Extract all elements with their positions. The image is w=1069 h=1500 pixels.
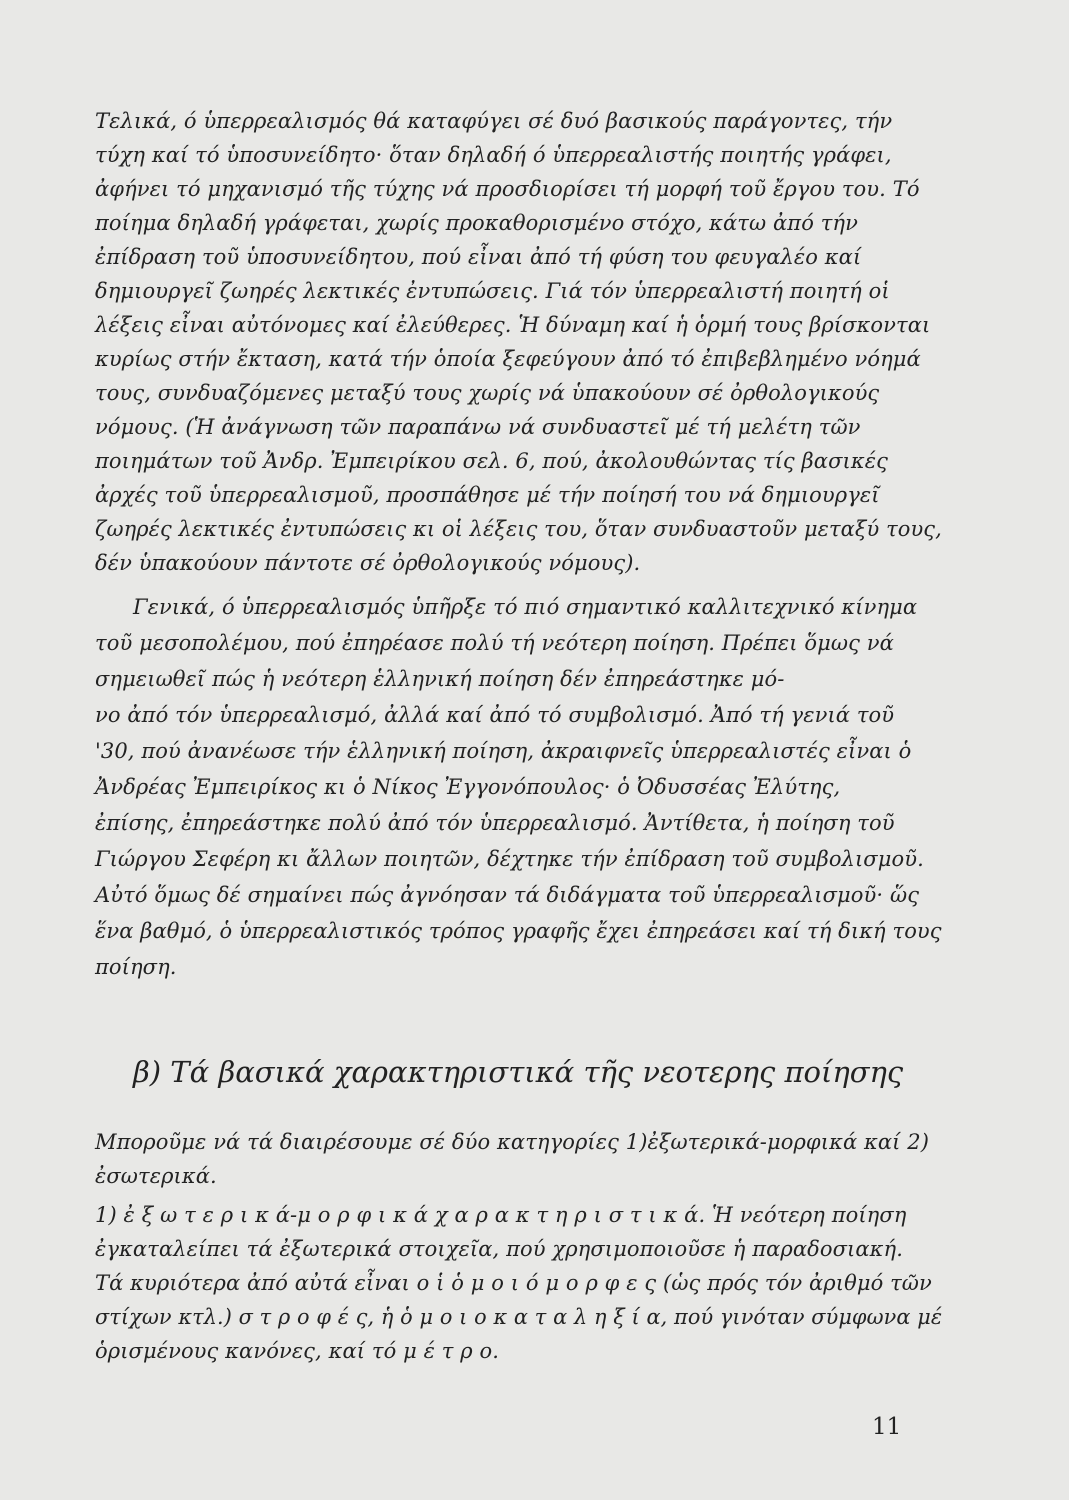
- section-heading: β) Τά βασικά χαρακτηριστικά τῆς νεοτερης ποίησης: [133, 1055, 904, 1089]
- text-line: ἐσωτερικά.: [95, 1164, 217, 1188]
- text-line: λέξεις εἶναι αὐτόνομες καί ἐλεύθερες. Ἡ δύναμη καί ἡ ὁρμή τους βρίσκονται: [95, 313, 931, 337]
- text-line: τύχη καί τό ὑποσυνείδητο· ὅταν δηλαδή ό ὑπερρεαλιστής ποιητής γράφει,: [95, 143, 892, 167]
- text-line: ἐπίδραση τοῦ ὑποσυνείδητου, πού εἶναι ἀπό τή φύση του φευγαλέο καί: [95, 245, 862, 269]
- text-line: ἀρχές τοῦ ὑπερρεαλισμοῦ, προσπάθησε μέ τήν ποίησή του νά δημιουργεῖ: [95, 483, 880, 507]
- text-line: Μποροῦμε νά τά διαιρέσουμε σέ δύο κατηγορίες 1)ἐξωτερικά-μορφικά καί 2): [95, 1130, 930, 1154]
- text-line: Γενικά, ό ὑπερρεαλισμός ὑπῆρξε τό πιό σημαντικό καλλιτεχνικό κίνημα: [133, 595, 918, 619]
- text-line: ζωηρές λεκτικές ἐντυπώσεις κι οἱ λέξεις του, ὅταν συνδυαστοῦν μεταξύ τους,: [95, 517, 942, 541]
- text-line: νο ἀπό τόν ὑπερρεαλισμό, ἀλλά καί ἀπό τό συμβολισμό. Ἀπό τή γενιά τοῦ: [95, 703, 895, 727]
- text-line: ἐπίσης, ἐπηρεάστηκε πολύ ἀπό τόν ὑπερρεαλισμό. Ἀντίθετα, ἡ ποίηση τοῦ: [95, 811, 895, 835]
- text-line: ποίηση.: [95, 955, 177, 979]
- text-line: νόμους. (Ἡ ἀνάγνωση τῶν παραπάνω νά συνδυαστεῖ μέ τή μελέτη τῶν: [95, 415, 861, 439]
- text-line: Ἀνδρέας Ἐμπειρίκος κι ὁ Νίκος Ἐγγονόπουλος· ὁ Ὀδυσσέας Ἐλύτης,: [95, 775, 841, 799]
- text-line: σημειωθεῖ πώς ἡ νεότερη ἑλληνική ποίηση δέν ἐπηρεάστηκε μό-: [95, 667, 785, 691]
- text-line: ὁρισμένους κανόνες, καί τό μ έ τ ρ ο.: [95, 1339, 499, 1363]
- page-number: 11: [872, 1414, 902, 1440]
- text-line: Τελικά, ό ὑπερρεαλισμός θά καταφύγει σέ δυό βασικούς παράγοντες, τήν: [95, 109, 893, 133]
- text-line: Αὐτό ὅμως δέ σημαίνει πώς ἀγνόησαν τά διδάγματα τοῦ ὑπερρεαλισμοῦ· ὥς: [95, 883, 920, 907]
- text-line: ἀφήνει τό μηχανισμό τῆς τύχης νά προσδιορίσει τή μορφή τοῦ ἔργου του. Τό: [95, 177, 920, 201]
- text-line: δημιουργεῖ ζωηρές λεκτικές ἐντυπώσεις. Γιά τόν ὑπερρεαλιστή ποιητή οἱ: [95, 279, 890, 303]
- text-line: ἐγκαταλείπει τά ἐξωτερικά στοιχεῖα, πού χρησιμοποιοῦσε ἡ παραδοσιακή.: [95, 1237, 903, 1261]
- text-line: 1) ἐ ξ ω τ ε ρ ι κ ά-μ ο ρ φ ι κ ά χ α ρ α κ τ η ρ ι σ τ ι κ ά. Ἡ νεότερη ποίηση: [95, 1203, 907, 1227]
- text-line: στίχων κτλ.) σ τ ρ ο φ έ ς, ἡ ὁ μ ο ι ο κ α τ α λ η ξ ί α, πού γινόταν σύμφωνα μέ: [95, 1305, 943, 1329]
- text-line: ποιημάτων τοῦ Ἀνδρ. Ἐμπειρίκου σελ. 6, πού, ἀκολουθώντας τίς βασικές: [95, 449, 888, 473]
- text-line: τοῦ μεσοπολέμου, πού ἐπηρέασε πολύ τή νεότερη ποίηση. Πρέπει ὅμως νά: [95, 631, 894, 655]
- text-line: δέν ὑπακούουν πάντοτε σέ ὀρθολογικούς νόμους).: [95, 551, 641, 575]
- text-line: Τά κυριότερα ἀπό αὐτά εἶναι ο ἱ ὁ μ ο ι ό μ ο ρ φ ε ς (ὡς πρός τόν ἀριθμό τῶν: [95, 1271, 932, 1295]
- text-line: κυρίως στήν ἔκταση, κατά τήν ὁποία ξεφεύγουν ἀπό τό ἐπιβεβλημένο νόημά: [95, 347, 921, 371]
- text-line: ποίημα δηλαδή γράφεται, χωρίς προκαθορισμένο στόχο, κάτω ἀπό τήν: [95, 211, 858, 235]
- text-line: Γιώργου Σεφέρη κι ἄλλων ποιητῶν, δέχτηκε τήν ἐπίδραση τοῦ συμβολισμοῦ.: [95, 847, 924, 871]
- text-line: '30, πού ἀνανέωσε τήν ἑλληνική ποίηση, ἀκραιφνεῖς ὑπερρεαλιστές εἶναι ὁ: [95, 739, 912, 763]
- text-line: ἕνα βαθμό, ὁ ὑπερρεαλιστικός τρόπος γραφῆς ἔχει ἐπηρεάσει καί τή δική τους: [95, 919, 942, 943]
- text-line: τους, συνδυαζόμενες μεταξύ τους χωρίς νά ὑπακούουν σέ ὀρθολογικούς: [95, 381, 880, 405]
